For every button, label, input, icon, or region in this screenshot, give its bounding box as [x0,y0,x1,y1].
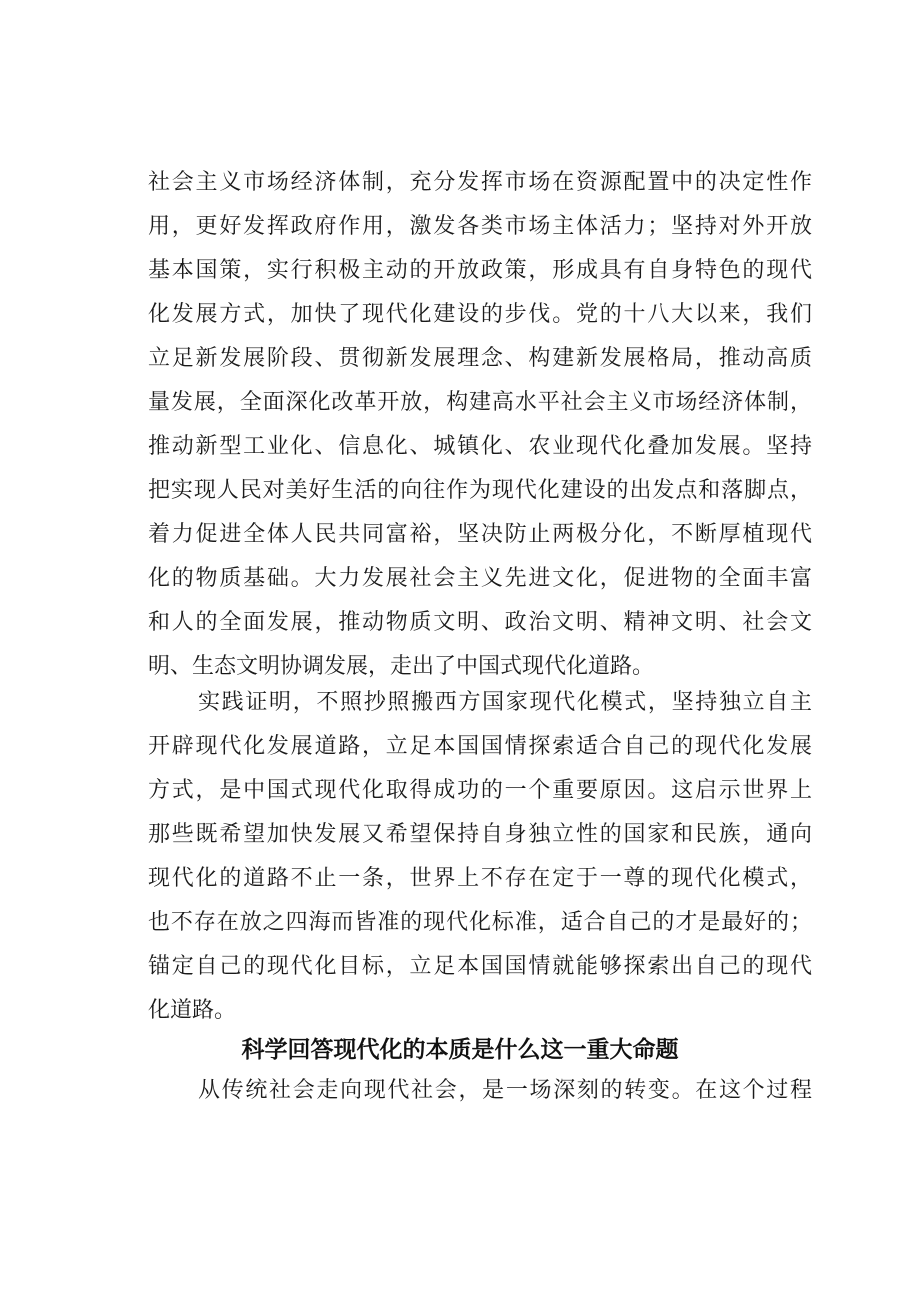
text-line: 现代化的道路不止一条，世界上不存在定于一尊的现代化模式， [148,866,812,891]
text-line-indented: 从传统社会走向现代社会，是一场深刻的转变。在这个过程 [198,1078,812,1103]
text-line: 开辟现代化发展道路，立足本国国情探索适合自己的现代化发展 [148,734,812,759]
text-line: 社会主义市场经济体制，充分发挥市场在资源配置中的决定性作 [148,170,812,195]
text-line: 把实现人民对美好生活的向往作为现代化建设的出发点和落脚点， [148,478,812,503]
text-line: 化发展方式，加快了现代化建设的步伐。党的十八大以来，我们 [148,302,812,327]
text-line: 立足新发展阶段、贯彻新发展理念、构建新发展格局，推动高质 [148,346,812,371]
section-heading: 科学回答现代化的本质是什么这一重大命题 [241,1037,679,1063]
text-line: 基本国策，实行积极主动的开放政策，形成具有自身特色的现代 [148,258,812,283]
text-line: 化的物质基础。大力发展社会主义先进文化，促进物的全面丰富 [148,566,812,591]
text-line: 用，更好发挥政府作用，激发各类市场主体活力；坚持对外开放 [148,214,812,239]
text-line: 量发展，全面深化改革开放，构建高水平社会主义市场经济体制， [148,390,812,415]
text-line: 明、生态文明协调发展，走出了中国式现代化道路。 [148,654,655,679]
text-line: 着力促进全体人民共同富裕，坚决防止两极分化，不断厚植现代 [148,522,812,547]
text-line: 推动新型工业化、信息化、城镇化、农业现代化叠加发展。坚持 [148,434,812,459]
text-line: 化道路。 [148,998,237,1023]
text-line-indented: 实践证明，不照抄照搬西方国家现代化模式，坚持独立自主 [198,690,812,715]
text-line: 和人的全面发展，推动物质文明、政治文明、精神文明、社会文 [148,610,812,635]
text-line: 锚定自己的现代化目标，立足本国国情就能够探索出自己的现代 [148,954,812,979]
text-line: 方式，是中国式现代化取得成功的一个重要原因。这启示世界上 [148,778,812,803]
text-line: 那些既希望加快发展又希望保持自身独立性的国家和民族，通向 [148,822,812,847]
text-line: 也不存在放之四海而皆准的现代化标准，适合自己的才是最好的； [148,910,812,935]
